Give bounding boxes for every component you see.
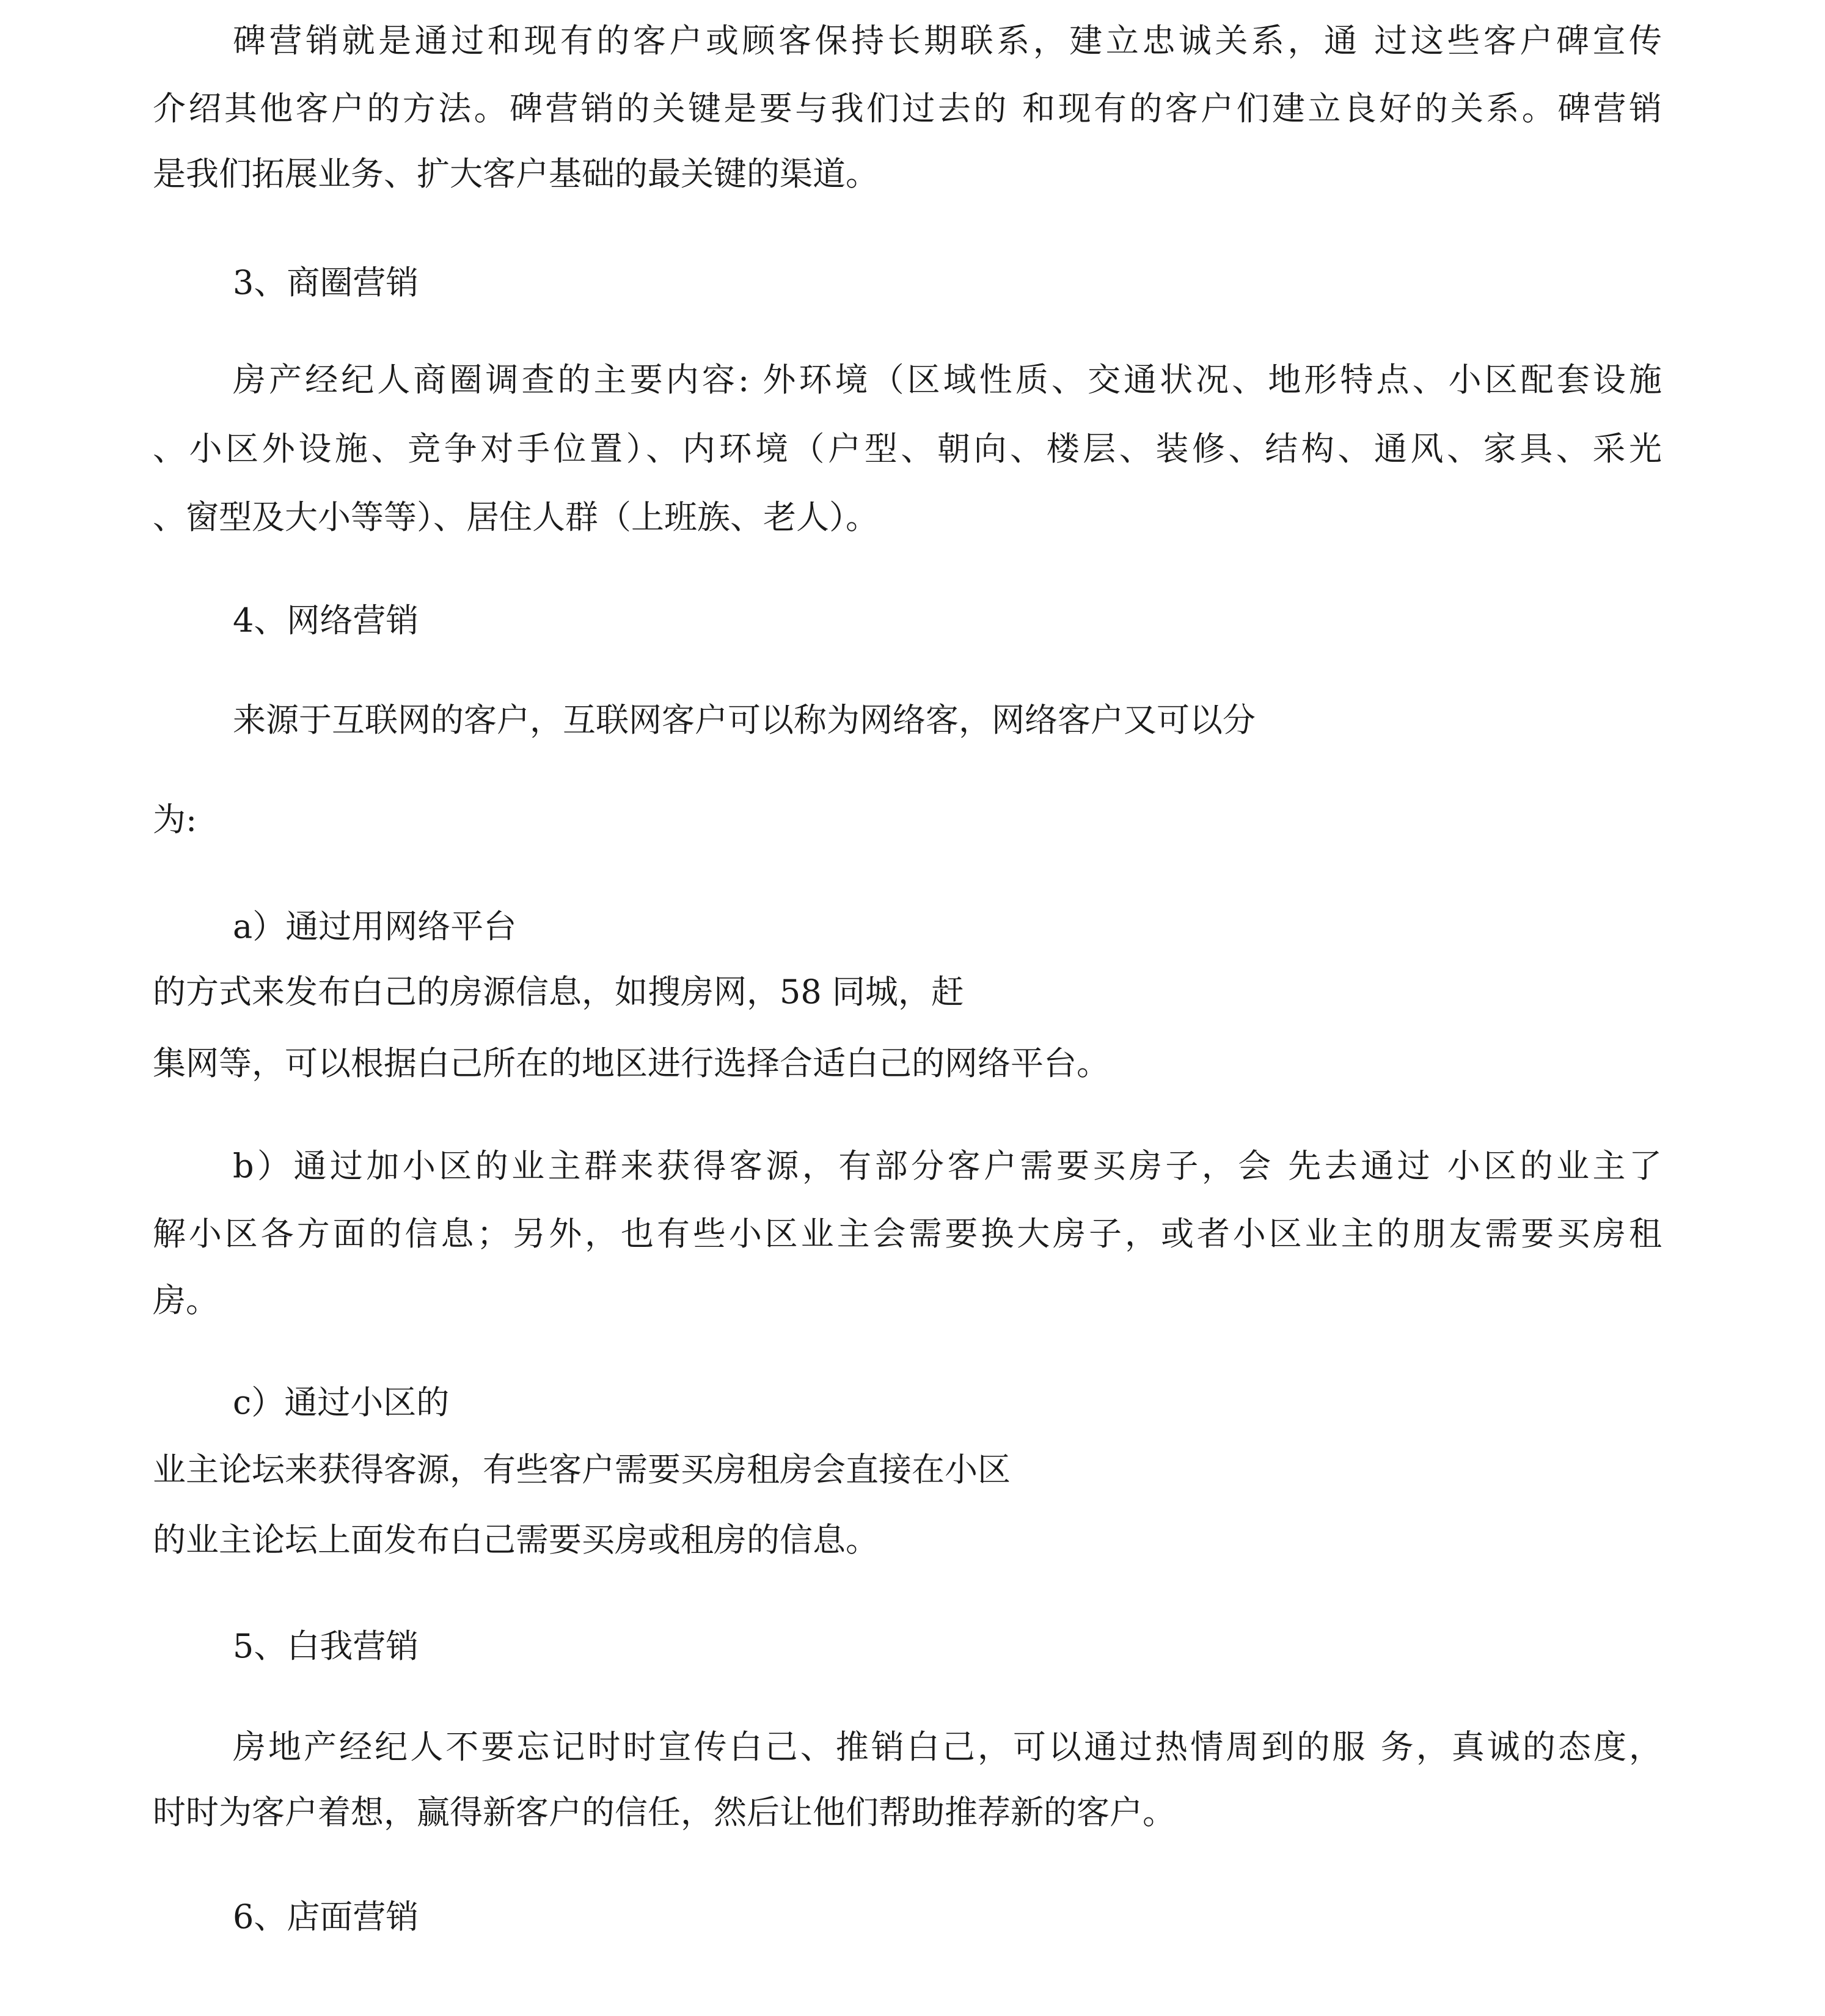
list-item-line: 房。 <box>153 1281 219 1320</box>
list-item-line: c）通过小区的 <box>233 1383 450 1422</box>
paragraph-line: 为: <box>153 800 197 839</box>
paragraph-line: 来源于互联网的客户，互联网客户可以称为网络客，网络客户又可以分 <box>233 701 1256 739</box>
paragraph-line: 时时为客户着想，赢得新客户的信任，然后让他们帮助推荐新的客户。 <box>153 1793 1176 1832</box>
paragraph-line: 碑营销就是通过和现有的客户或顾客保持长期联系，建立忠诚关系，通 过这些客户碑宣传 <box>233 21 1662 60</box>
list-item-line: 业主论坛来获得客源，有些客户需要买房租房会直接在小区 <box>153 1450 1011 1489</box>
list-item-line: 的方式来发布白己的房源信息，如搜房网，58 同城，赶 <box>153 973 964 1011</box>
list-item-line: 解小区各方面的信息；另外，也有些小区业主会需要换大房子，或者小区业主的朋友需要买房租 <box>153 1214 1662 1253</box>
section-heading: 5、白我营销 <box>233 1627 419 1665</box>
paragraph-line: 房地产经纪人不要忘记时时宣传白己、推销白己，可以通过热情周到的服 务，真诚的态度， <box>233 1728 1662 1766</box>
section-heading: 3、商圈营销 <box>233 263 419 302</box>
paragraph-line: 是我们拓展业务、扩大客户基础的最关键的渠道。 <box>153 155 879 193</box>
list-item-line: b）通过加小区的业主群来获得客源，有部分客户需要买房子，会 先去通过 小区的业主了 <box>233 1147 1662 1185</box>
list-item-line: 的业主论坛上面发布白己需要买房或租房的信息。 <box>153 1521 879 1559</box>
paragraph-line: 介绍其他客户的方法。碑营销的关键是要与我们过去的 和现有的客户们建立良好的关系。碑营销 <box>153 89 1662 128</box>
section-heading: 4、网络营销 <box>233 601 419 640</box>
list-item-line: 集网等，可以根据白己所在的地区进行选择合适白己的网络平台。 <box>153 1044 1110 1083</box>
list-item-line: a）通过用网络平台 <box>233 907 517 946</box>
paragraph-line: 、小区外设施、竞争对手位置）、内环境（户型、朝向、楼层、装修、结构、通风、家具、采光 <box>153 429 1662 468</box>
section-heading: 6、店面营销 <box>233 1897 419 1936</box>
paragraph-line: 房产经纪人商圈调查的主要内容: 外环境（区域性质、交通状况、地形特点、小区配套设施 <box>233 360 1662 399</box>
paragraph-line: 、窗型及大小等等）、居住人群（上班族、老人）。 <box>153 498 879 536</box>
